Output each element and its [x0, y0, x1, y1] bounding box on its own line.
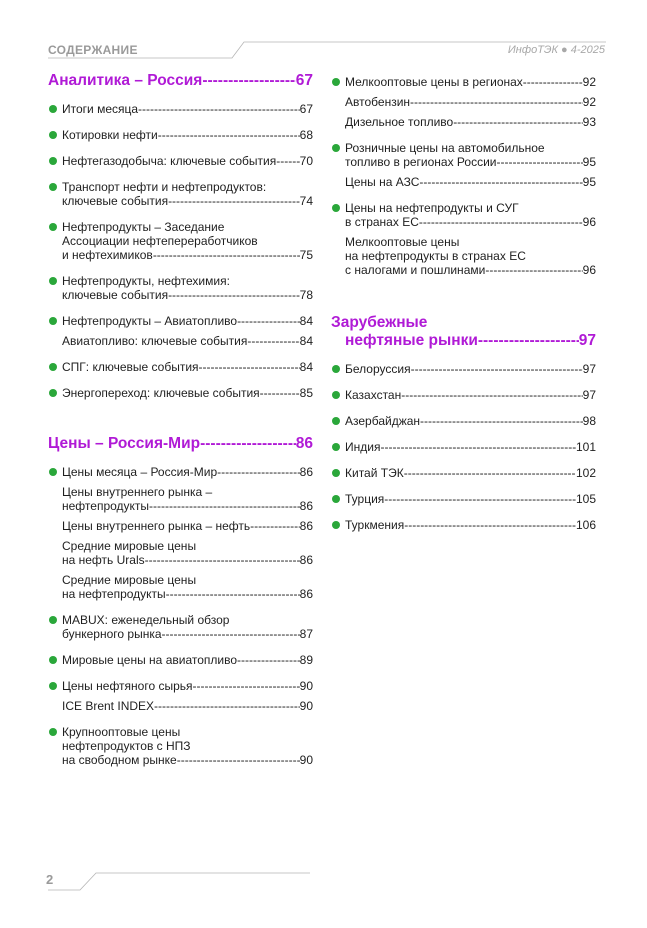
toc-entry[interactable]	[48, 128, 313, 142]
bullet-icon	[332, 495, 340, 503]
toc-entry[interactable]	[48, 465, 313, 479]
toc-entry[interactable]	[48, 180, 313, 208]
toc-entry-page: 86	[299, 587, 313, 601]
toc-entry-page: 67	[299, 102, 313, 116]
leader-dots	[420, 414, 583, 428]
toc-entry-text: Итоги месяца	[62, 102, 139, 116]
toc-entry[interactable]	[331, 235, 596, 277]
toc-entry-text: Мелкооптовые цены	[345, 235, 460, 249]
toc-entry-text: Цены внутреннего рынка – нефть	[62, 519, 251, 533]
toc-entry-text: на нефтепродукты	[62, 587, 166, 601]
header-section-label: СОДЕРЖАНИЕ	[48, 43, 138, 57]
toc-entry-text: Средние мировые цены	[62, 539, 197, 553]
toc-entry[interactable]	[48, 725, 313, 767]
leader-dots	[419, 215, 583, 229]
leader-dots	[202, 72, 295, 90]
toc-left-column	[48, 72, 313, 767]
leader-dots	[410, 95, 583, 109]
leader-dots	[199, 360, 300, 374]
leader-dots	[162, 627, 300, 641]
bullet-icon	[49, 389, 57, 397]
section-page-number: 86	[295, 435, 313, 452]
toc-entry-text: бункерного рынка	[62, 627, 162, 641]
section-title-text: Аналитика – Россия	[48, 72, 203, 89]
toc-entry-page: 86	[299, 465, 313, 479]
toc-entry-text: MABUX: еженедельный обзор	[62, 613, 230, 627]
header-issue-label: ИнфоТЭК ● 4-2025	[507, 44, 605, 56]
bullet-icon	[332, 469, 340, 477]
leader-dots	[237, 314, 300, 328]
bullet-icon	[332, 365, 340, 373]
toc-entry-text: ICE Brent INDEX	[62, 699, 155, 713]
bullet-icon	[49, 157, 57, 165]
toc-entry[interactable]	[331, 75, 596, 89]
toc-entry-page: 106	[575, 518, 596, 532]
toc-entry[interactable]	[48, 154, 313, 168]
toc-entry[interactable]	[48, 102, 313, 116]
leader-dots	[168, 194, 300, 208]
toc-entry[interactable]	[48, 679, 313, 693]
bullet-icon	[49, 183, 57, 191]
bullet-icon	[49, 682, 57, 690]
leader-dots	[260, 386, 300, 400]
toc-entry-text: Ассоциации нефтепереработчиков	[62, 234, 258, 248]
toc-entry-page: 101	[575, 440, 596, 454]
bullet-icon	[49, 616, 57, 624]
toc-entry[interactable]	[48, 539, 313, 567]
toc-entry-text: топливо в регионах России	[345, 155, 497, 169]
section-title-text: Зарубежные	[331, 314, 428, 331]
toc-entry-page: 95	[582, 155, 596, 169]
toc-entry-text: Средние мировые цены	[62, 573, 197, 587]
toc-entry-text: Котировки нефти	[62, 128, 158, 142]
toc-entry-text: на нефтепродукты в странах ЕС	[345, 249, 526, 263]
toc-entry-text: ключевые события	[62, 288, 169, 302]
toc-entry-text: Казахстан	[345, 388, 402, 402]
toc-entry-text: Цены внутреннего рынка –	[62, 485, 213, 499]
toc-entry-text: на свободном рынке	[62, 753, 177, 767]
toc-entry[interactable]	[48, 573, 313, 601]
leader-dots	[247, 334, 299, 348]
toc-entry-text: Цены месяца – Россия-Мир	[62, 465, 218, 479]
toc-entry[interactable]	[331, 466, 596, 480]
bullet-icon	[49, 728, 57, 736]
leader-dots	[411, 362, 583, 376]
bullet-icon	[49, 363, 57, 371]
toc-entry[interactable]	[48, 274, 313, 302]
bullet-icon	[332, 144, 340, 152]
toc-entry-list	[331, 362, 596, 532]
bullet-icon	[49, 105, 57, 113]
bullet-icon	[49, 656, 57, 664]
toc-entry-page: 98	[582, 414, 596, 428]
toc-entry[interactable]	[331, 492, 596, 506]
leader-dots	[523, 75, 583, 89]
toc-entry[interactable]	[48, 653, 313, 667]
toc-entry-text: Розничные цены на автомобильное	[345, 141, 545, 155]
toc-entry-text: на нефть Urals	[62, 553, 145, 567]
toc-entry[interactable]	[48, 386, 313, 400]
toc-entry-text: Турция	[345, 492, 385, 506]
bullet-icon	[49, 468, 57, 476]
toc-entry-page: 86	[299, 519, 313, 533]
leader-dots	[384, 492, 576, 506]
toc-entry-page: 84	[299, 360, 313, 374]
bullet-icon	[332, 443, 340, 451]
toc-entry-text: нефтепродуктов с НПЗ	[62, 739, 191, 753]
leader-dots	[404, 466, 576, 480]
toc-entry-page: 86	[299, 553, 313, 567]
toc-entry-list	[331, 75, 596, 277]
leader-dots	[154, 699, 300, 713]
toc-entry-page: 95	[582, 175, 596, 189]
toc-entry[interactable]	[331, 518, 596, 532]
toc-entry-page: 84	[299, 334, 313, 348]
toc-entry-page: 89	[299, 653, 313, 667]
toc-entry-text: Нефтепродукты, нефтехимия:	[62, 274, 230, 288]
toc-entry-text: Энергопереход: ключевые события	[62, 386, 260, 400]
toc-entry-page: 90	[299, 753, 313, 767]
bullet-icon	[332, 391, 340, 399]
toc-entry-text: Транспорт нефти и нефтепродуктов:	[62, 180, 267, 194]
leader-dots	[177, 753, 300, 767]
bullet-icon	[49, 223, 57, 231]
bullet-icon	[332, 204, 340, 212]
toc-entry[interactable]	[48, 314, 313, 328]
section-page-number: 97	[578, 332, 596, 349]
toc-entry-page: 68	[299, 128, 313, 142]
toc-section-title[interactable]	[331, 313, 596, 350]
toc-entry-text: Дизельное топливо	[345, 115, 454, 129]
toc-entry[interactable]	[331, 440, 596, 454]
bullet-icon	[332, 417, 340, 425]
leader-dots	[149, 499, 300, 513]
toc-entry[interactable]	[331, 362, 596, 376]
toc-entry-page: 93	[582, 115, 596, 129]
bullet-icon	[332, 78, 340, 86]
toc-entry-page: 75	[299, 248, 313, 262]
leader-dots	[419, 175, 582, 189]
page-number: 2	[46, 872, 54, 887]
toc-entry[interactable]	[331, 201, 596, 229]
leader-dots	[166, 587, 300, 601]
toc-entry-page: 86	[299, 499, 313, 513]
toc-entry[interactable]	[48, 360, 313, 374]
toc-entry-text: в странах ЕС	[345, 215, 419, 229]
toc-entry[interactable]	[331, 115, 596, 129]
toc-entry-text: нефтепродукты	[62, 499, 150, 513]
toc-entry-text: Белоруссия	[345, 362, 411, 376]
toc-section-title[interactable]	[48, 72, 313, 90]
toc-entry-text: Авиатопливо: ключевые события	[62, 334, 248, 348]
toc-entry-page: 97	[582, 388, 596, 402]
toc-entry[interactable]	[48, 485, 313, 513]
toc-entry-text: СПГ: ключевые события	[62, 360, 199, 374]
toc-entry-text: Мировые цены на авиатопливо	[62, 653, 238, 667]
toc-entry-text: с налогами и пошлинами	[345, 263, 486, 277]
toc-entry-page: 85	[299, 386, 313, 400]
section-title-text: нефтяные рынки	[345, 332, 478, 349]
toc-entry-text: ключевые события	[62, 194, 169, 208]
leader-dots	[145, 553, 300, 567]
toc-entry[interactable]	[331, 141, 596, 169]
toc-entry-text: Цены на АЗС	[345, 175, 420, 189]
toc-entry[interactable]	[48, 334, 313, 348]
toc-entry-text: Китай ТЭК	[345, 466, 404, 480]
toc-entry[interactable]	[331, 388, 596, 402]
toc-entry-text: Мелкооптовые цены в регионах	[345, 75, 523, 89]
toc-entry[interactable]	[48, 519, 313, 533]
toc-entry[interactable]	[48, 699, 313, 713]
leader-dots	[168, 288, 300, 302]
toc-entry[interactable]	[48, 220, 313, 262]
toc-entry-page: 90	[299, 679, 313, 693]
toc-entry[interactable]	[331, 95, 596, 109]
toc-entry-list	[48, 102, 313, 400]
toc-entry-text: Цены на нефтепродукты и СУГ	[345, 201, 519, 215]
leader-dots	[158, 128, 300, 142]
leader-dots	[217, 465, 299, 479]
leader-dots	[237, 653, 300, 667]
leader-dots	[250, 519, 299, 533]
toc-entry-page: 92	[582, 95, 596, 109]
toc-entry-page: 78	[299, 288, 313, 302]
toc-entry-page: 70	[299, 154, 313, 168]
bullet-icon	[49, 277, 57, 285]
leader-dots	[404, 518, 576, 532]
toc-entry-page: 90	[299, 699, 313, 713]
leader-dots	[401, 388, 582, 402]
leader-dots	[153, 248, 300, 262]
leader-dots	[478, 332, 579, 350]
leader-dots	[138, 102, 300, 116]
toc-entry-page: 74	[299, 194, 313, 208]
section-page-number: 67	[295, 72, 313, 89]
toc-entry-page: 92	[582, 75, 596, 89]
section-title-text: Цены – Россия-Мир	[48, 435, 201, 452]
toc-entry-page: 105	[575, 492, 596, 506]
toc-entry-text: Нефтепродукты – Заседание	[62, 220, 225, 234]
toc-entry-text: Азербайджан	[345, 414, 421, 428]
toc-right-column	[331, 75, 596, 532]
leader-dots	[193, 679, 300, 693]
toc-entry-text: Цены нефтяного сырья	[62, 679, 193, 693]
leader-dots	[380, 440, 576, 454]
toc-entry-text: и нефтехимиков	[62, 248, 153, 262]
toc-entry-text: Туркмения	[345, 518, 405, 532]
leader-dots	[485, 263, 582, 277]
leader-dots	[200, 435, 296, 453]
toc-entry-page: 84	[299, 314, 313, 328]
bullet-icon	[49, 131, 57, 139]
toc-entry-text: Индия	[345, 440, 381, 454]
leader-dots	[276, 154, 299, 168]
toc-entry-text: Нефтегазодобыча: ключевые события	[62, 154, 277, 168]
toc-entry-list	[48, 465, 313, 767]
leader-dots	[453, 115, 582, 129]
toc-entry-text: Автобензин	[345, 95, 411, 109]
toc-entry[interactable]	[331, 414, 596, 428]
toc-entry-page: 102	[575, 466, 596, 480]
toc-entry-text: Крупнооптовые цены	[62, 725, 181, 739]
toc-entry-page: 96	[582, 215, 596, 229]
toc-entry-page: 97	[582, 362, 596, 376]
toc-entry-page: 87	[299, 627, 313, 641]
toc-section-title[interactable]	[48, 435, 313, 453]
toc-entry[interactable]	[48, 613, 313, 641]
bullet-icon	[49, 317, 57, 325]
leader-dots	[497, 155, 583, 169]
toc-entry-text: Нефтепродукты – Авиатопливо	[62, 314, 238, 328]
toc-entry-page: 96	[582, 263, 596, 277]
bullet-icon	[332, 521, 340, 529]
toc-entry[interactable]	[331, 175, 596, 189]
